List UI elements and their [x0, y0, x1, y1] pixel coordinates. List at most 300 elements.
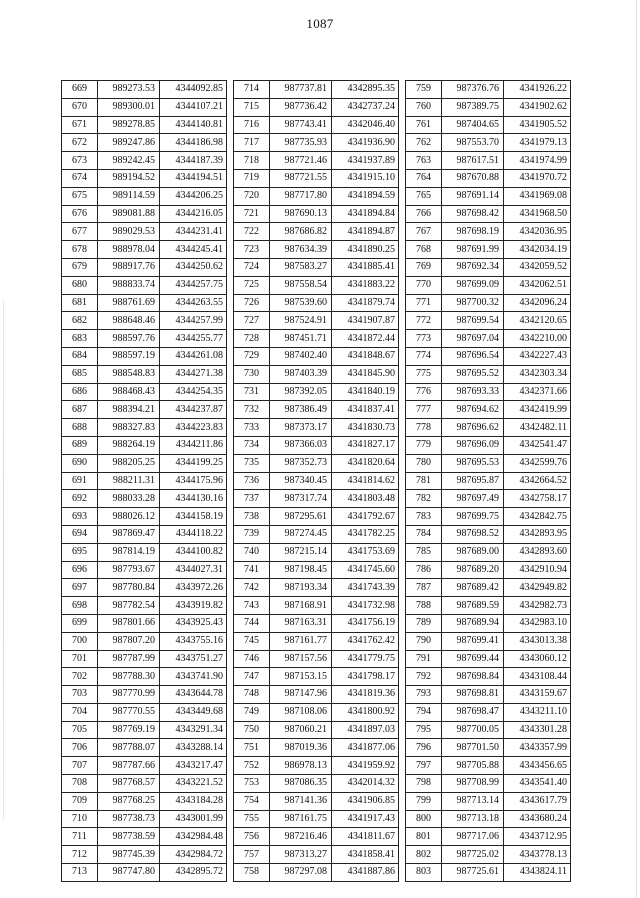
x-coordinate-cell: 988264.19 — [98, 436, 160, 454]
point-number-cell: 770 — [406, 276, 442, 294]
table-row — [62, 401, 227, 419]
point-number-cell: 765 — [406, 187, 442, 205]
point-number-cell: 698 — [62, 597, 98, 615]
point-number-cell: 794 — [406, 703, 442, 721]
y-coordinate-cell: 4341743.39 — [332, 579, 399, 597]
table-row — [406, 152, 571, 170]
table-row — [406, 597, 571, 615]
table-row — [406, 134, 571, 152]
table-row — [62, 312, 227, 330]
table-row — [406, 792, 571, 810]
y-coordinate-cell: 4343712.95 — [504, 828, 571, 846]
table-row — [406, 561, 571, 579]
point-number-cell: 692 — [62, 490, 98, 508]
x-coordinate-cell: 987793.67 — [98, 561, 160, 579]
x-coordinate-cell: 987699.54 — [442, 312, 504, 330]
y-coordinate-cell: 4341803.48 — [332, 490, 399, 508]
y-coordinate-cell: 4341858.41 — [332, 846, 399, 864]
y-coordinate-cell: 4343159.67 — [504, 686, 571, 704]
table-row — [406, 169, 571, 187]
y-coordinate-cell: 4342482.11 — [504, 419, 571, 437]
table-row — [234, 721, 399, 739]
table-row — [234, 775, 399, 793]
y-coordinate-cell: 4343060.12 — [504, 650, 571, 668]
table-row — [234, 187, 399, 205]
x-coordinate-cell: 987696.09 — [442, 436, 504, 454]
point-number-cell: 669 — [62, 81, 98, 99]
point-number-cell: 748 — [234, 686, 270, 704]
x-coordinate-cell: 987699.44 — [442, 650, 504, 668]
y-coordinate-cell: 4342664.52 — [504, 472, 571, 490]
point-number-cell: 685 — [62, 365, 98, 383]
x-coordinate-cell: 987768.57 — [98, 775, 160, 793]
y-coordinate-cell: 4341969.08 — [504, 187, 571, 205]
point-number-cell: 694 — [62, 525, 98, 543]
x-coordinate-cell: 987869.47 — [98, 525, 160, 543]
y-coordinate-cell: 4344231.41 — [160, 223, 227, 241]
table-row — [406, 294, 571, 312]
table-row — [406, 472, 571, 490]
y-coordinate-cell: 4343741.90 — [160, 668, 227, 686]
table-row — [234, 757, 399, 775]
point-number-cell: 731 — [234, 383, 270, 401]
point-number-cell: 687 — [62, 401, 98, 419]
y-coordinate-cell: 4341897.03 — [332, 721, 399, 739]
point-number-cell: 713 — [62, 864, 98, 882]
x-coordinate-cell: 989273.53 — [98, 81, 160, 99]
table-row — [62, 205, 227, 223]
x-coordinate-cell: 987617.51 — [442, 152, 504, 170]
table-row — [406, 650, 571, 668]
y-coordinate-cell: 4341936.90 — [332, 134, 399, 152]
x-coordinate-cell: 987738.59 — [98, 828, 160, 846]
y-coordinate-cell: 4342893.95 — [504, 525, 571, 543]
y-coordinate-cell: 4343751.27 — [160, 650, 227, 668]
point-number-cell: 776 — [406, 383, 442, 401]
y-coordinate-cell: 4344245.41 — [160, 241, 227, 259]
y-coordinate-cell: 4341800.92 — [332, 703, 399, 721]
y-coordinate-cell: 4344130.16 — [160, 490, 227, 508]
table-row — [62, 864, 227, 882]
point-number-cell: 802 — [406, 846, 442, 864]
table-row — [406, 757, 571, 775]
x-coordinate-cell: 987713.14 — [442, 792, 504, 810]
y-coordinate-cell: 4342599.76 — [504, 454, 571, 472]
x-coordinate-cell: 987698.19 — [442, 223, 504, 241]
point-number-cell: 682 — [62, 312, 98, 330]
y-coordinate-cell: 4341756.19 — [332, 614, 399, 632]
point-number-cell: 769 — [406, 258, 442, 276]
y-coordinate-cell: 4342419.99 — [504, 401, 571, 419]
table-row — [406, 454, 571, 472]
x-coordinate-cell: 987788.07 — [98, 739, 160, 757]
x-coordinate-cell: 987801.66 — [98, 614, 160, 632]
x-coordinate-cell: 987297.08 — [270, 864, 332, 882]
table-row — [234, 241, 399, 259]
point-number-cell: 728 — [234, 330, 270, 348]
x-coordinate-cell: 987366.03 — [270, 436, 332, 454]
table-row — [406, 846, 571, 864]
point-number-cell: 745 — [234, 632, 270, 650]
point-number-cell: 803 — [406, 864, 442, 882]
point-number-cell: 792 — [406, 668, 442, 686]
y-coordinate-cell: 4344257.75 — [160, 276, 227, 294]
table-row — [406, 579, 571, 597]
table-row — [406, 258, 571, 276]
y-coordinate-cell: 4344187.39 — [160, 152, 227, 170]
y-coordinate-cell: 4341814.62 — [332, 472, 399, 490]
point-number-cell: 801 — [406, 828, 442, 846]
x-coordinate-cell: 989247.86 — [98, 134, 160, 152]
x-coordinate-cell: 987161.75 — [270, 810, 332, 828]
point-number-cell: 761 — [406, 116, 442, 134]
x-coordinate-cell: 987689.59 — [442, 597, 504, 615]
x-coordinate-cell: 988761.69 — [98, 294, 160, 312]
scan-edge-mark — [3, 300, 4, 820]
point-number-cell: 735 — [234, 454, 270, 472]
y-coordinate-cell: 4343680.24 — [504, 810, 571, 828]
table-row — [62, 650, 227, 668]
point-number-cell: 742 — [234, 579, 270, 597]
x-coordinate-cell: 987634.39 — [270, 241, 332, 259]
y-coordinate-cell: 4341894.59 — [332, 187, 399, 205]
y-coordinate-cell: 4343824.11 — [504, 864, 571, 882]
y-coordinate-cell: 4344199.25 — [160, 454, 227, 472]
x-coordinate-cell: 988211.31 — [98, 472, 160, 490]
coordinate-table-1 — [61, 80, 227, 882]
point-number-cell: 704 — [62, 703, 98, 721]
table-row — [406, 490, 571, 508]
y-coordinate-cell: 4342737.24 — [332, 98, 399, 116]
table-row — [406, 223, 571, 241]
table-row — [234, 864, 399, 882]
point-number-cell: 729 — [234, 347, 270, 365]
y-coordinate-cell: 4342120.65 — [504, 312, 571, 330]
y-coordinate-cell: 4341837.41 — [332, 401, 399, 419]
y-coordinate-cell: 4344254.35 — [160, 383, 227, 401]
x-coordinate-cell: 988648.46 — [98, 312, 160, 330]
point-number-cell: 790 — [406, 632, 442, 650]
point-number-cell: 739 — [234, 525, 270, 543]
x-coordinate-cell: 987788.30 — [98, 668, 160, 686]
point-number-cell: 789 — [406, 614, 442, 632]
point-number-cell: 675 — [62, 187, 98, 205]
y-coordinate-cell: 4341753.69 — [332, 543, 399, 561]
x-coordinate-cell: 989242.45 — [98, 152, 160, 170]
point-number-cell: 762 — [406, 134, 442, 152]
point-number-cell: 744 — [234, 614, 270, 632]
table-row — [406, 810, 571, 828]
point-number-cell: 751 — [234, 739, 270, 757]
x-coordinate-cell: 989300.01 — [98, 98, 160, 116]
x-coordinate-cell: 987705.88 — [442, 757, 504, 775]
x-coordinate-cell: 988548.83 — [98, 365, 160, 383]
y-coordinate-cell: 4341782.25 — [332, 525, 399, 543]
point-number-cell: 695 — [62, 543, 98, 561]
point-number-cell: 793 — [406, 686, 442, 704]
x-coordinate-cell: 986978.13 — [270, 757, 332, 775]
point-number-cell: 723 — [234, 241, 270, 259]
y-coordinate-cell: 4342303.34 — [504, 365, 571, 383]
point-number-cell: 743 — [234, 597, 270, 615]
x-coordinate-cell: 988833.74 — [98, 276, 160, 294]
y-coordinate-cell: 4341887.86 — [332, 864, 399, 882]
y-coordinate-cell: 4343925.43 — [160, 614, 227, 632]
x-coordinate-cell: 987558.54 — [270, 276, 332, 294]
table-row — [406, 508, 571, 526]
x-coordinate-cell: 987163.31 — [270, 614, 332, 632]
point-number-cell: 737 — [234, 490, 270, 508]
x-coordinate-cell: 987782.54 — [98, 597, 160, 615]
y-coordinate-cell: 4342014.32 — [332, 775, 399, 793]
y-coordinate-cell: 4343919.82 — [160, 597, 227, 615]
table-row — [234, 703, 399, 721]
y-coordinate-cell: 4343357.99 — [504, 739, 571, 757]
x-coordinate-cell: 987352.73 — [270, 454, 332, 472]
y-coordinate-cell: 4343108.44 — [504, 668, 571, 686]
point-number-cell: 699 — [62, 614, 98, 632]
y-coordinate-cell: 4341937.89 — [332, 152, 399, 170]
y-coordinate-cell: 4341917.43 — [332, 810, 399, 828]
table-row — [406, 330, 571, 348]
y-coordinate-cell: 4344100.82 — [160, 543, 227, 561]
point-number-cell: 670 — [62, 98, 98, 116]
y-coordinate-cell: 4343211.10 — [504, 703, 571, 721]
x-coordinate-cell: 988597.76 — [98, 330, 160, 348]
x-coordinate-cell: 988327.83 — [98, 419, 160, 437]
point-number-cell: 732 — [234, 401, 270, 419]
table-row — [62, 703, 227, 721]
y-coordinate-cell: 4343013.38 — [504, 632, 571, 650]
point-number-cell: 716 — [234, 116, 270, 134]
y-coordinate-cell: 4344118.22 — [160, 525, 227, 543]
x-coordinate-cell: 987153.15 — [270, 668, 332, 686]
table-row — [62, 810, 227, 828]
table-row — [62, 330, 227, 348]
y-coordinate-cell: 4344271.38 — [160, 365, 227, 383]
y-coordinate-cell: 4342895.35 — [332, 81, 399, 99]
table-row — [62, 169, 227, 187]
y-coordinate-cell: 4343617.79 — [504, 792, 571, 810]
scan-edge-mark — [636, 0, 637, 898]
table-row — [406, 775, 571, 793]
y-coordinate-cell: 4344186.98 — [160, 134, 227, 152]
y-coordinate-cell: 4342062.51 — [504, 276, 571, 294]
point-number-cell: 763 — [406, 152, 442, 170]
x-coordinate-cell: 987770.55 — [98, 703, 160, 721]
page-number: 1087 — [306, 16, 334, 31]
point-number-cell: 754 — [234, 792, 270, 810]
point-number-cell: 708 — [62, 775, 98, 793]
table-row — [234, 490, 399, 508]
y-coordinate-cell: 4344194.51 — [160, 169, 227, 187]
point-number-cell: 753 — [234, 775, 270, 793]
table-row — [234, 134, 399, 152]
table-row — [406, 703, 571, 721]
x-coordinate-cell: 987295.61 — [270, 508, 332, 526]
y-coordinate-cell: 4342059.52 — [504, 258, 571, 276]
point-number-cell: 706 — [62, 739, 98, 757]
y-coordinate-cell: 4342758.17 — [504, 490, 571, 508]
table-row — [234, 828, 399, 846]
x-coordinate-cell: 987700.32 — [442, 294, 504, 312]
x-coordinate-cell: 987524.91 — [270, 312, 332, 330]
y-coordinate-cell: 4341840.19 — [332, 383, 399, 401]
table-row — [62, 134, 227, 152]
x-coordinate-cell: 987389.75 — [442, 98, 504, 116]
table-row — [406, 312, 571, 330]
table-row — [234, 454, 399, 472]
point-number-cell: 730 — [234, 365, 270, 383]
table-row — [406, 276, 571, 294]
point-number-cell: 715 — [234, 98, 270, 116]
table-row — [62, 258, 227, 276]
x-coordinate-cell: 987694.62 — [442, 401, 504, 419]
point-number-cell: 781 — [406, 472, 442, 490]
point-number-cell: 691 — [62, 472, 98, 490]
table-row — [62, 721, 227, 739]
table-row — [234, 365, 399, 383]
x-coordinate-cell: 987769.19 — [98, 721, 160, 739]
y-coordinate-cell: 4343456.65 — [504, 757, 571, 775]
point-number-cell: 775 — [406, 365, 442, 383]
y-coordinate-cell: 4341845.90 — [332, 365, 399, 383]
x-coordinate-cell: 987747.80 — [98, 864, 160, 882]
y-coordinate-cell: 4342893.60 — [504, 543, 571, 561]
y-coordinate-cell: 4343755.16 — [160, 632, 227, 650]
x-coordinate-cell: 987736.42 — [270, 98, 332, 116]
y-coordinate-cell: 4342210.00 — [504, 330, 571, 348]
table-row — [234, 169, 399, 187]
x-coordinate-cell: 987402.40 — [270, 347, 332, 365]
point-number-cell: 747 — [234, 668, 270, 686]
y-coordinate-cell: 4344216.05 — [160, 205, 227, 223]
table-row — [234, 739, 399, 757]
table-row — [62, 543, 227, 561]
y-coordinate-cell: 4342036.95 — [504, 223, 571, 241]
y-coordinate-cell: 4341959.92 — [332, 757, 399, 775]
y-coordinate-cell: 4344027.31 — [160, 561, 227, 579]
x-coordinate-cell: 987198.45 — [270, 561, 332, 579]
point-number-cell: 697 — [62, 579, 98, 597]
point-number-cell: 771 — [406, 294, 442, 312]
table-row — [62, 632, 227, 650]
x-coordinate-cell: 987392.05 — [270, 383, 332, 401]
point-number-cell: 681 — [62, 294, 98, 312]
table-row — [234, 632, 399, 650]
table-row — [234, 650, 399, 668]
y-coordinate-cell: 4344206.25 — [160, 187, 227, 205]
x-coordinate-cell: 987696.54 — [442, 347, 504, 365]
x-coordinate-cell: 987696.62 — [442, 419, 504, 437]
x-coordinate-cell: 987698.42 — [442, 205, 504, 223]
table-row — [62, 294, 227, 312]
x-coordinate-cell: 989278.85 — [98, 116, 160, 134]
y-coordinate-cell: 4343972.26 — [160, 579, 227, 597]
y-coordinate-cell: 4341926.22 — [504, 81, 571, 99]
point-number-cell: 679 — [62, 258, 98, 276]
point-number-cell: 702 — [62, 668, 98, 686]
y-coordinate-cell: 4341907.87 — [332, 312, 399, 330]
point-number-cell: 683 — [62, 330, 98, 348]
y-coordinate-cell: 4341905.52 — [504, 116, 571, 134]
table-row — [406, 347, 571, 365]
x-coordinate-cell: 987274.45 — [270, 525, 332, 543]
x-coordinate-cell: 987698.47 — [442, 703, 504, 721]
coordinate-table-3 — [405, 80, 571, 882]
y-coordinate-cell: 4341732.98 — [332, 597, 399, 615]
table-row — [62, 508, 227, 526]
y-coordinate-cell: 4342949.82 — [504, 579, 571, 597]
point-number-cell: 734 — [234, 436, 270, 454]
x-coordinate-cell: 987701.50 — [442, 739, 504, 757]
point-number-cell: 693 — [62, 508, 98, 526]
table-row — [406, 98, 571, 116]
x-coordinate-cell: 987147.96 — [270, 686, 332, 704]
table-row — [406, 81, 571, 99]
x-coordinate-cell: 987745.39 — [98, 846, 160, 864]
x-coordinate-cell: 987770.99 — [98, 686, 160, 704]
x-coordinate-cell: 987737.81 — [270, 81, 332, 99]
point-number-cell: 756 — [234, 828, 270, 846]
table-row — [234, 383, 399, 401]
x-coordinate-cell: 987743.41 — [270, 116, 332, 134]
table-row — [234, 579, 399, 597]
x-coordinate-cell: 987692.34 — [442, 258, 504, 276]
point-number-cell: 722 — [234, 223, 270, 241]
y-coordinate-cell: 4342842.75 — [504, 508, 571, 526]
y-coordinate-cell: 4341827.17 — [332, 436, 399, 454]
x-coordinate-cell: 987690.13 — [270, 205, 332, 223]
point-number-cell: 726 — [234, 294, 270, 312]
y-coordinate-cell: 4341811.67 — [332, 828, 399, 846]
point-number-cell: 740 — [234, 543, 270, 561]
x-coordinate-cell: 987695.53 — [442, 454, 504, 472]
point-number-cell: 759 — [406, 81, 442, 99]
point-number-cell: 746 — [234, 650, 270, 668]
point-number-cell: 707 — [62, 757, 98, 775]
x-coordinate-cell: 987168.91 — [270, 597, 332, 615]
table-row — [62, 686, 227, 704]
x-coordinate-cell: 987060.21 — [270, 721, 332, 739]
table-row — [234, 436, 399, 454]
x-coordinate-cell: 987721.55 — [270, 169, 332, 187]
table-row — [62, 775, 227, 793]
table-row — [234, 258, 399, 276]
y-coordinate-cell: 4341979.13 — [504, 134, 571, 152]
x-coordinate-cell: 987721.46 — [270, 152, 332, 170]
x-coordinate-cell: 987404.65 — [442, 116, 504, 134]
point-number-cell: 672 — [62, 134, 98, 152]
table-row — [234, 614, 399, 632]
point-number-cell: 764 — [406, 169, 442, 187]
table-row — [234, 686, 399, 704]
table-row — [234, 401, 399, 419]
table-row — [234, 508, 399, 526]
table-row — [62, 365, 227, 383]
x-coordinate-cell: 987787.66 — [98, 757, 160, 775]
table-row — [62, 739, 227, 757]
point-number-cell: 671 — [62, 116, 98, 134]
table-row — [62, 525, 227, 543]
point-number-cell: 780 — [406, 454, 442, 472]
y-coordinate-cell: 4343001.99 — [160, 810, 227, 828]
table-row — [234, 347, 399, 365]
x-coordinate-cell: 989194.52 — [98, 169, 160, 187]
x-coordinate-cell: 987583.27 — [270, 258, 332, 276]
table-row — [62, 187, 227, 205]
point-number-cell: 709 — [62, 792, 98, 810]
